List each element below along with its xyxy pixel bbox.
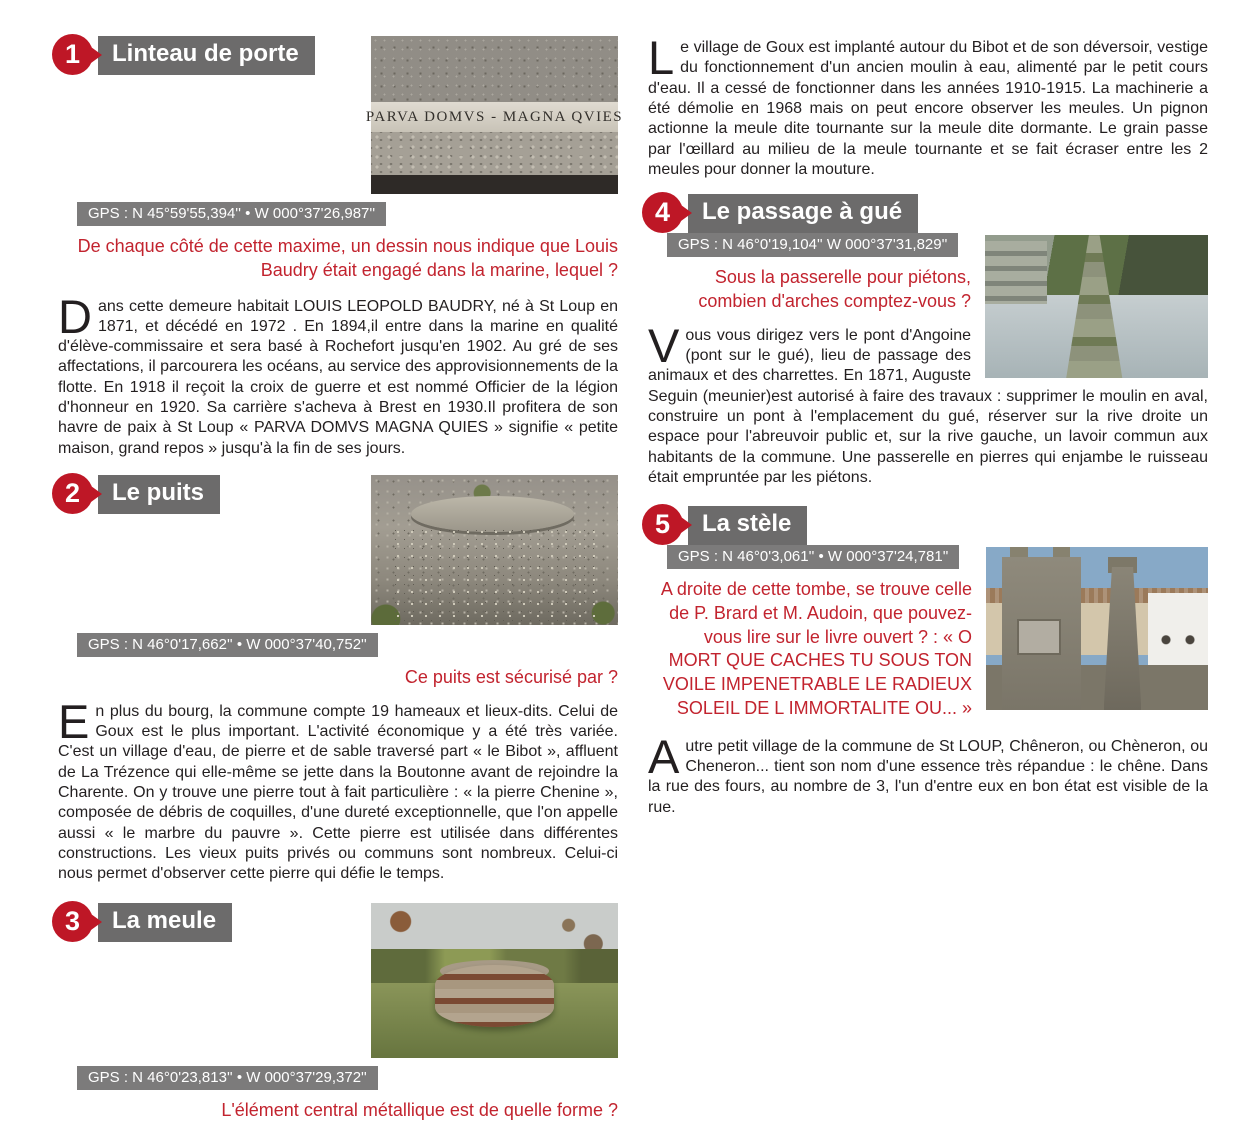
poi-header (58, 36, 618, 226)
poi-header (58, 903, 618, 1090)
left-column (58, 36, 624, 1122)
poi-header (58, 475, 618, 657)
gps-row (648, 233, 1208, 257)
paragraph-hameaux (58, 694, 618, 885)
photo-stele-monuments (986, 547, 1208, 710)
gps-row (58, 73, 618, 226)
paragraph-text: ans cette demeure habitait LOUIS LEOPOLD BAUDRY, né à St Loup en 1871, et décédé en 1972 . En 1894,il entre dans la marine en qualité d'élève-commissaire et sera basé à Rochefort jusqu'en 1902. Au gré de ses affectations, il parcourera les océans, au service des approvisionnements de la flotte. En 1918 il reçoit la croix de guerre et est nommé Officier de la légion d'honneur en 1920. Sa carrière s'acheva à Brest en 1930.Il profitera de son havre de paix à St Loup « PARVA DOMVS MAGNA QUIES » signifie « petite maison, grand repos » jusqu'à la fin de ses jours. (58, 297, 618, 457)
poi-section-passage-a-gue (648, 194, 1208, 488)
poi-question: A droite de cette tombe, se trouve celle de P. Brard et M. Audoin, que pouvez-vous lire sur le livre ouvert ? : « O MORT QUE CACHES TU SOUS TON VOILE IMPENETRABLE LE RADIEUX SOLEIL DE L IMMORTALITE OU... » (660, 579, 972, 718)
poi-number-badge (642, 192, 683, 233)
poi-title: Le puits (98, 475, 220, 514)
poi-title: Le passage à gué (688, 194, 918, 233)
poi-header (648, 194, 1208, 233)
poi-question: De chaque côté de cette maxime, un dessin nous indique que Louis Baudry était engagé dans la marine, lequel ? (77, 236, 618, 280)
poi-title: Linteau de porte (98, 36, 315, 75)
paragraph-cheneron (648, 729, 1208, 818)
poi-header (648, 506, 1208, 545)
poi-number-badge (52, 901, 93, 942)
poi-section-la-stele (648, 506, 1208, 721)
gps-row (58, 512, 618, 657)
poi-gps-coordinates: GPS : N 46°0'17,662'' • W 000°37'40,752'' (77, 633, 378, 657)
monument-plaque-decor (1017, 619, 1061, 655)
poi-section-le-puits (58, 475, 618, 885)
poi-number: 4 (654, 197, 671, 228)
poi-section-linteau-de-porte (58, 36, 624, 283)
white-house-decor (1148, 593, 1208, 671)
poi-number: 3 (64, 905, 81, 936)
paragraph-text: e village de Goux est implanté autour du Bibot et de son déversoir, vestige du fonctionnement d'un ancien moulin à eau, alimenté par le petit cours d'eau. Il a cessé de fonctionner dans les années 1910-1915. La machinerie a été démolie en 1968 mais on peut encore observer les meules. Un pignon actionne la meule dite tournante sur la meule dite dormante. Le grain passe par l'œillard au milieu de la meule tournante et se fait écraser entre les 2 meules pour donner la mouture. (648, 39, 1208, 178)
poi-gps-coordinates: GPS : N 46°0'3,061'' • W 000°37'24,781'' (667, 545, 959, 569)
poi-number: 5 (654, 509, 671, 540)
dropcap-letter: V (648, 318, 680, 372)
dropcap-letter: D (58, 289, 92, 343)
poi-number-badge (52, 34, 93, 75)
right-column (648, 31, 1208, 1122)
dropcap-letter: A (648, 729, 680, 783)
poi-gps-coordinates: GPS : N 46°0'19,104'' W 000°37'31,829'' (667, 233, 958, 257)
gps-row (58, 940, 618, 1090)
paragraph-village-goux (648, 31, 1208, 180)
poi-question: L'élément central métallique est de quelle forme ? (221, 1099, 618, 1120)
poi-gps-coordinates: GPS : N 46°0'23,813'' • W 000°37'29,372'' (77, 1066, 378, 1090)
poi-number-badge (642, 504, 683, 545)
poi-title: La meule (98, 903, 232, 942)
dropcap-letter: L (648, 31, 675, 84)
poi-title: La stèle (688, 506, 807, 545)
poi-number-badge (52, 473, 93, 514)
poi-question: Ce puits est sécurisé par ? (404, 667, 618, 687)
paragraph-text: n plus du bourg, la commune compte 19 hameaux et lieux-dits. Celui de Goux est le plus important. L'activité économique y a été très variée. C'est un village d'eau, de pierre et de sable traversé part « le Bibot », affluent de La Trézence qui elle-même se jette dans la Boutonne avant de rejoindre la Charente. On y trouve une pierre tout à fait particulière : « la pierre Chenine », composée de débris de coquilles, d'une dureté exceptionnelle, que l'on appelle aussi « le marbre du pauvre ». Cette pierre est utilisée dans différentes constructions. Les vieux puits privés ou communs sont nombreux. Celui-ci nous permet d'observer cette pierre qui défie le temps. (58, 702, 618, 883)
poi-gps-coordinates: GPS : N 45°59'55,394'' • W 000°37'26,987'' (77, 202, 386, 226)
paragraph-text: utre petit village de la commune de St LOUP, Chêneron, ou Chèneron, ou Cheneron... tient son nom d'une essence très répandue : le chêne. Dans la rue des fours, au nombre de 3, l'un d'entre eux en bon état est visible de la rue. (648, 737, 1208, 816)
lintel-inscription-text: PARVA DOMVS - MAGNA QVIES (365, 108, 624, 125)
gps-row (648, 545, 1208, 569)
dropcap-letter: E (58, 694, 90, 748)
poi-number: 2 (64, 478, 81, 508)
paragraph-text: ous vous dirigez vers le pont d'Angoine (pont sur le gué), lieu de passage des animaux et des charrettes. En 1871, Auguste Seguin (meunier)est autorisé à faire des travaux : supprimer le moulin en aval, construire un pont à l'emplacement du gué, réserver sur la rive droite un espace pour l'abreuvoir public et, sur la rive gauche, un lavoir commun aux habitants de la commune. Une passerelle en pierres qui enjambe le ruisseau était empruntée par les piétons. (648, 326, 1208, 486)
poi-question: Sous la passerelle pour piétons, combien d'arches comptez-vous ? (698, 267, 971, 311)
paragraph-baudry (58, 289, 618, 460)
poi-number: 1 (64, 39, 81, 69)
poi-section-la-meule (58, 903, 618, 1122)
